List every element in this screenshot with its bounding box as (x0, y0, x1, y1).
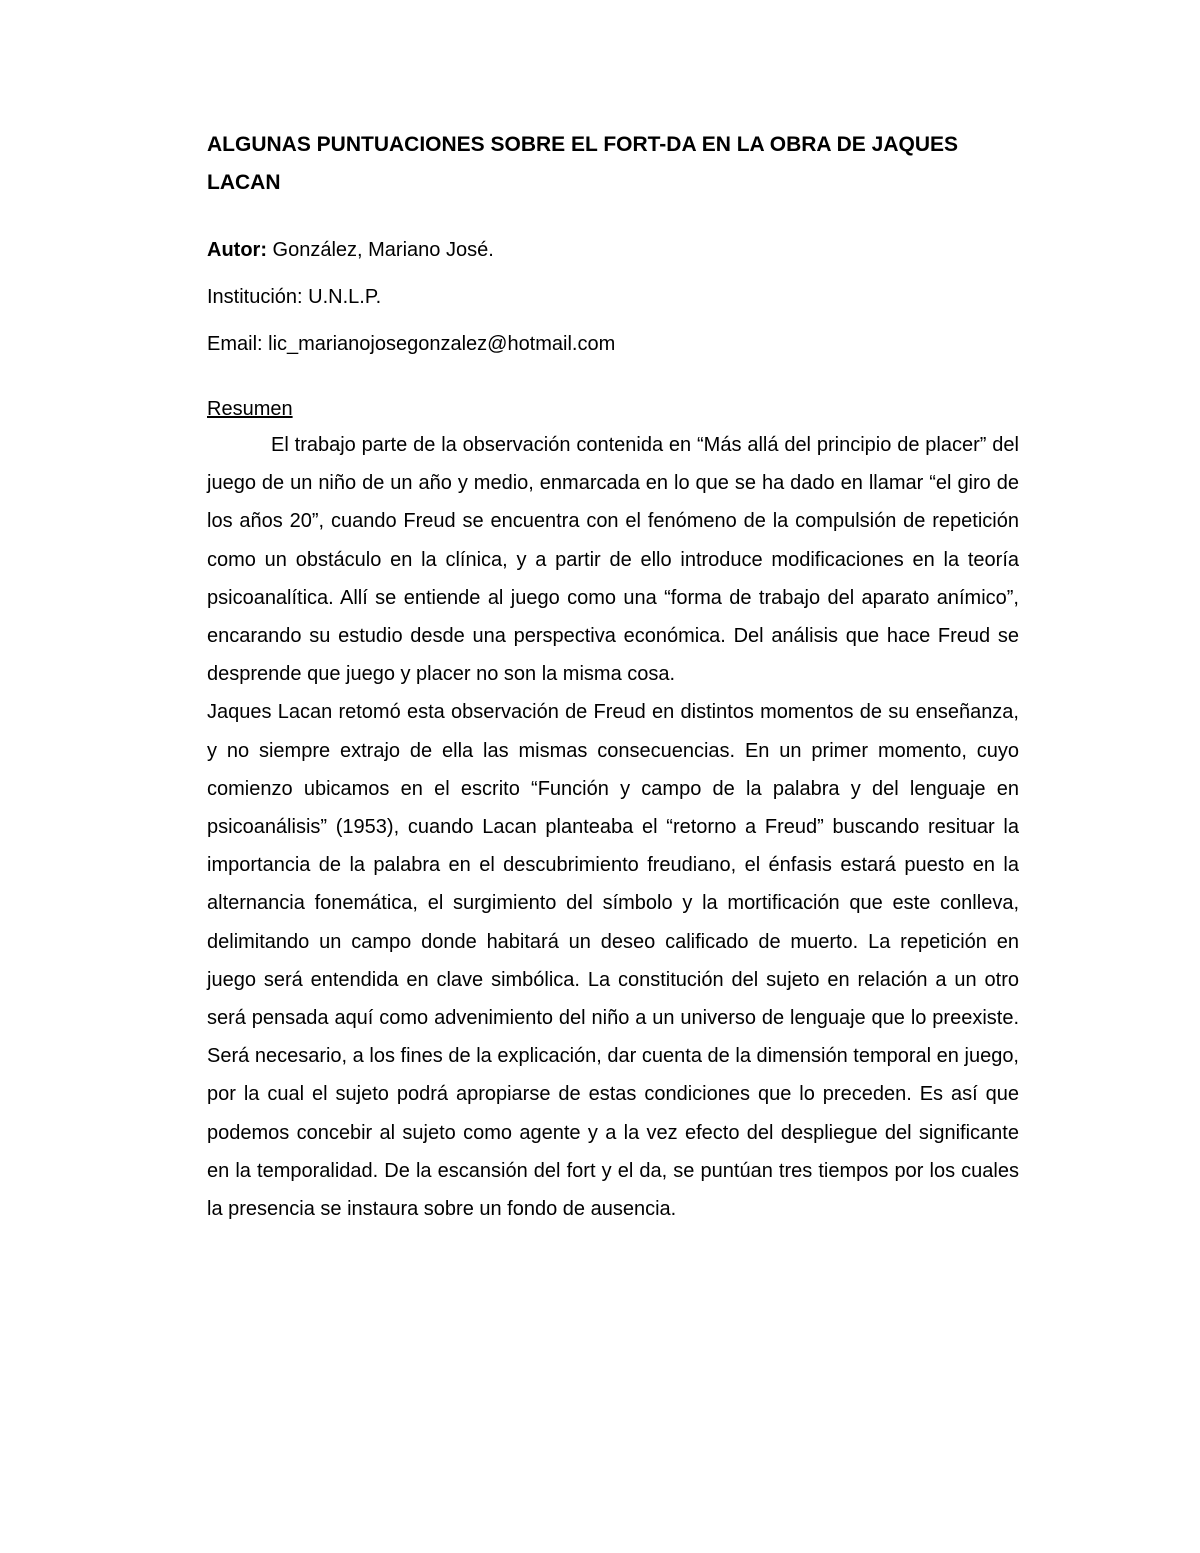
email-line: Email: lic_marianojosegonzalez@hotmail.com (207, 333, 616, 355)
abstract-paragraph-2: Jaques Lacan retomó esta observación de Freud en distintos momentos de su enseñanza, y no siempre extrajo de ella las mismas consecuencias. En un primer momento, cuyo comienzo ubicamos en el escrito “Función y campo de la palabra y del lenguaje en psicoanálisis” (1953), cuando Lacan planteaba el “retorno a Freud” buscando resituar la importancia de la palabra en el descubrimiento freudiano, el énfasis estará puesto en la alternancia fonemática, el surgimiento del símbolo y la mortificación que este conlleva, delimitando un campo donde habitará un deseo calificado de muerto. La repetición en juego será entendida en clave simbólica. La constitución del sujeto en relación a un otro será pensada aquí como advenimiento del niño a un universo de lenguaje que lo preexiste. Será necesario, a los fines de la explicación, dar cuenta de la dimensión temporal en juego, por la cual el sujeto podrá apropiarse de estas condiciones que lo preceden. Es así que podemos concebir al sujeto como agente y a la vez efecto del despliegue del significante en la temporalidad. De la escansión del fort y el da, se puntúan tres tiempos por los cuales la presencia se instaura sobre un fondo de ausencia. (207, 701, 1019, 1221)
abstract-paragraph-1: El trabajo parte de la observación contenida en “Más allá del principio de placer” del juego de un niño de un año y medio, enmarcada en lo que se ha dado en llamar “el giro de los años 20”, cuando Freud se encuentra con el fenómeno de la compulsión de repetición como un obstáculo en la clínica, y a partir de ello introduce modificaciones en la teoría psicoanalítica. Allí se entiende al juego como una “forma de trabajo del aparato anímico”, encarando su estudio desde una perspectiva económica. Del análisis que hace Freud se desprende que juego y placer no son la misma cosa. (207, 434, 1019, 686)
document-page (207, 126, 1019, 1228)
institution-line: Institución: U.N.L.P. (207, 286, 382, 308)
section-heading-resumen: Resumen (207, 398, 293, 420)
author-value: González, Mariano José. (266, 239, 494, 261)
author-label: Autor: (207, 239, 267, 261)
author-line (207, 238, 1019, 262)
document-title: ALGUNAS PUNTUACIONES SOBRE EL FORT-DA EN LA OBRA DE JAQUES LACAN (207, 133, 958, 194)
